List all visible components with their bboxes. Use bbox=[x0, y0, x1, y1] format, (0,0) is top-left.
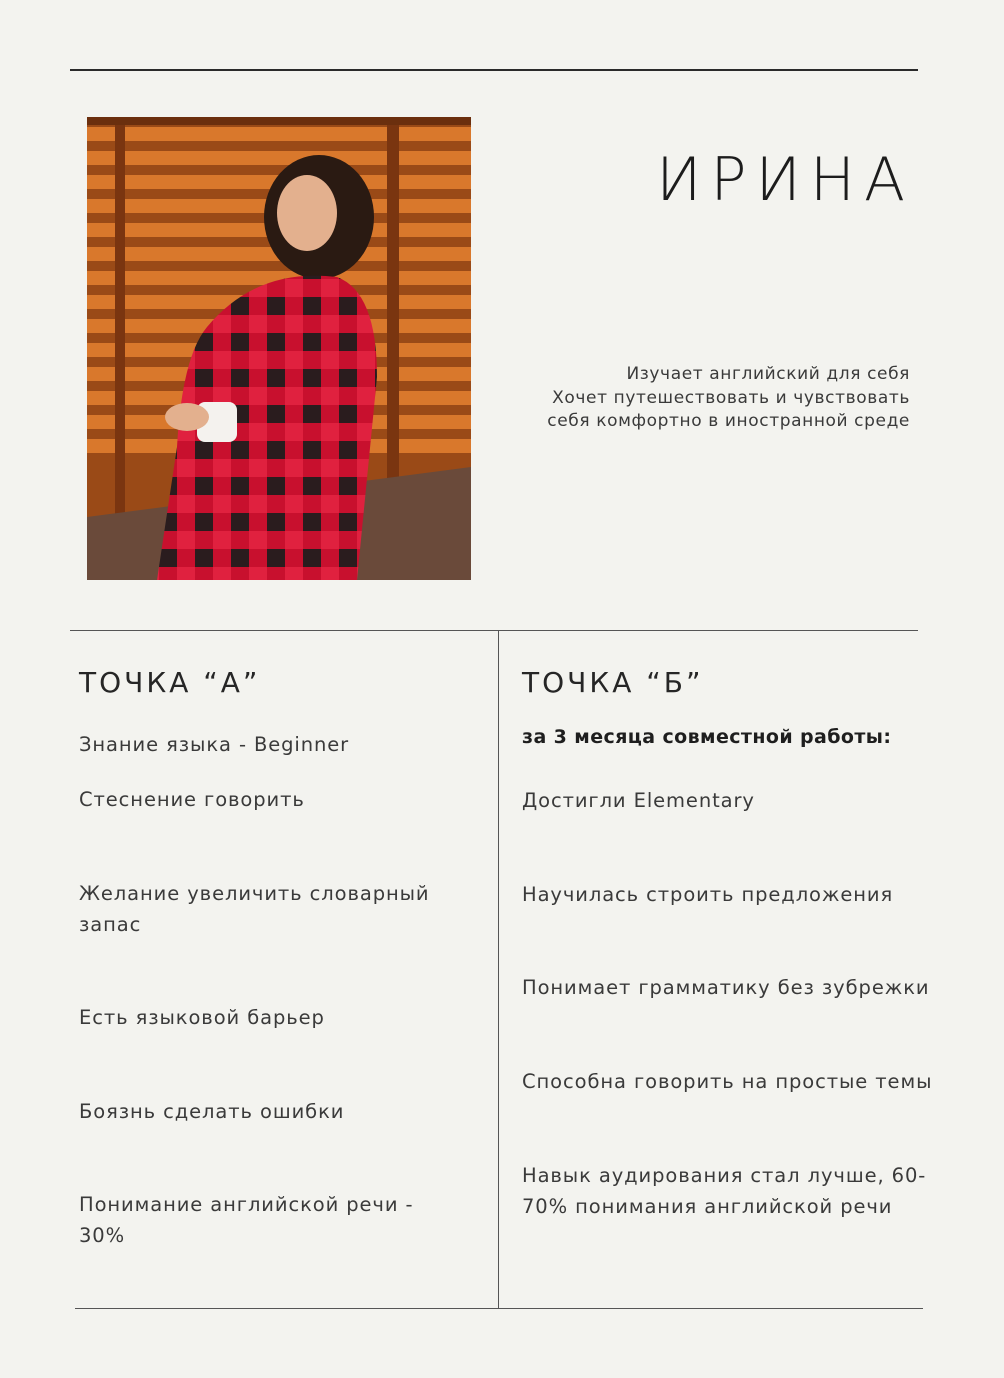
point-b-title: ТОЧКА “Б” bbox=[522, 666, 704, 699]
bio-line: Изучает английский для себя bbox=[626, 364, 910, 384]
column-divider bbox=[498, 631, 499, 1309]
point-b-item: Понимает грамматику без зубрежки bbox=[522, 976, 930, 999]
point-a-item: Есть языковой барьер bbox=[79, 1006, 325, 1029]
point-b-item: Способна говорить на простые темы bbox=[522, 1070, 933, 1093]
point-a-item: Стеснение говорить bbox=[79, 788, 305, 811]
point-b-subtitle: за 3 месяца совместной работы: bbox=[522, 726, 892, 748]
point-b-item: Навык аудирования стал лучше, 60-70% понимания английской речи bbox=[522, 1164, 927, 1218]
bio-line: Хочет путешествовать и чувствовать bbox=[552, 387, 910, 408]
profile-photo bbox=[87, 117, 471, 580]
section-divider bbox=[70, 630, 918, 631]
point-a-title: ТОЧКА “А” bbox=[79, 666, 261, 699]
point-a-item: Понимание английской речи - 30% bbox=[79, 1193, 414, 1247]
point-b-item: Достигли Elementary bbox=[522, 789, 755, 812]
bio-description bbox=[547, 363, 910, 434]
bottom-divider bbox=[75, 1308, 923, 1309]
person-name: ИРИНА bbox=[656, 145, 914, 215]
point-a-item: Знание языка - Beginner bbox=[79, 733, 350, 756]
point-a-item: Боязнь сделать ошибки bbox=[79, 1100, 345, 1123]
bio-line: себя комфортно в иностранной среде bbox=[547, 411, 910, 431]
top-divider bbox=[70, 69, 918, 71]
point-a-item: Желание увеличить словарный запас bbox=[79, 882, 430, 936]
point-b-item: Научилась строить предложения bbox=[522, 883, 894, 906]
